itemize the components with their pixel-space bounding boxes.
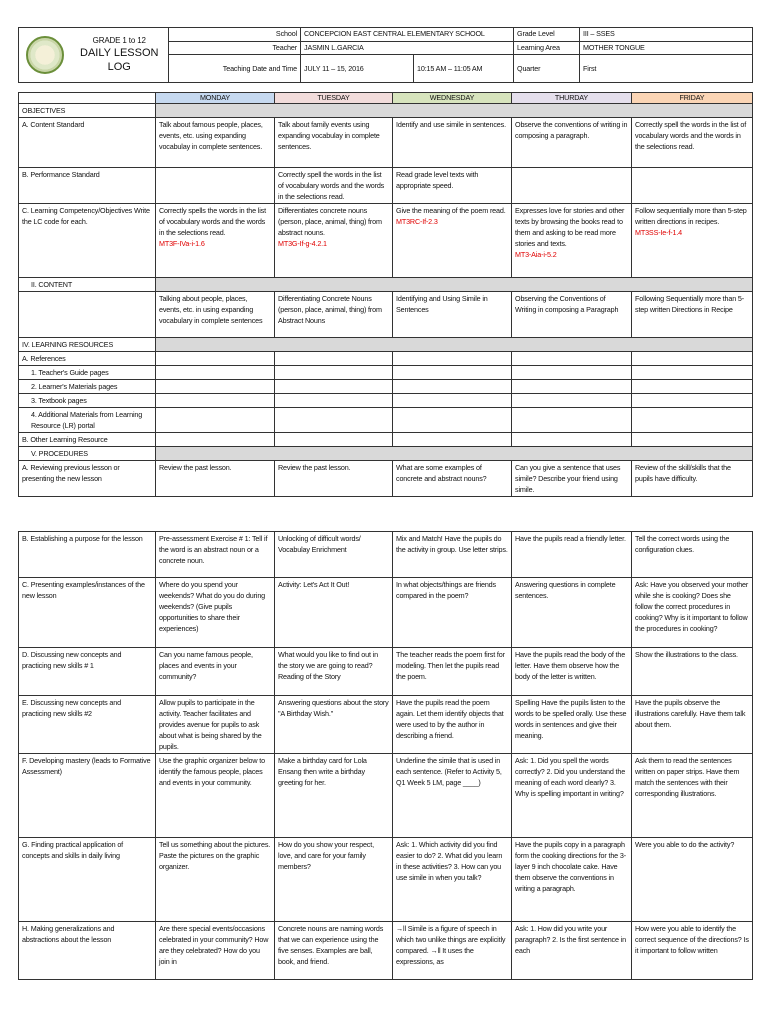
cell-fri: [632, 366, 753, 380]
competency-text: Correctly spells the words in the list of vocabulary words and the words in the selections read.: [159, 206, 266, 237]
cell-thu: Answering questions in complete sentences.: [512, 578, 632, 648]
cell-wed: Have the pupils read the poem again. Let them identify objects that were used to by the author in describing a friend.: [393, 696, 512, 754]
cell-wed: [393, 352, 512, 366]
cell-tue: Correctly spell the words in the list of vocabulary words and the words in the selections read.: [275, 168, 393, 204]
cell-tue: Review the past lesson.: [275, 461, 393, 497]
cell-thu: Observing the Conventions of Writing in composing a Paragraph: [512, 292, 632, 338]
cell-tue: Talk about family events using expanding vocabulay in complete sentences.: [275, 118, 393, 168]
row-label: [19, 292, 156, 338]
section-bar: [156, 278, 753, 292]
cell-wed: Identify and use simile in sentences.: [393, 118, 512, 168]
cell-mon: Use the graphic organizer below to identify the famous people, places and events in your community.: [156, 754, 275, 838]
header-table: [18, 27, 753, 83]
cell-wed: What are some examples of concrete and abstract nouns?: [393, 461, 512, 497]
learning-area-label: Learning Area: [514, 42, 580, 55]
date-time-label: Teaching Date and Time: [169, 55, 301, 83]
cell-thu: Can you give a sentence that uses simile? Describe your friend using simile.: [512, 461, 632, 497]
row-label: C. Presenting examples/instances of the new lesson: [19, 578, 156, 648]
title-block: [71, 28, 169, 83]
cell-mon: Pre-assessment Exercise # 1: Tell if the word is an abstract noun or a concrete noun.: [156, 532, 275, 578]
cell-mon: [156, 352, 275, 366]
title-line-2: LOG: [107, 61, 131, 73]
day-tuesday: TUESDAY: [275, 93, 393, 104]
cell-fri: [632, 394, 753, 408]
cell-thu: Ask: 1. How did you write your paragraph? 2. Is the first sentence in each: [512, 922, 632, 980]
cell-mon: Talk about famous people, places, events, etc. using expanding vocabulay in complete sentences.: [156, 118, 275, 168]
cell-tue: Unlocking of difficult words/ Vocabulay Enrichment: [275, 532, 393, 578]
row-label: A. Content Standard: [19, 118, 156, 168]
quarter-label: Quarter: [514, 55, 580, 83]
cell-fri: Correctly spell the words in the list of vocabulary words and the words in the selections read.: [632, 118, 753, 168]
cell-thu: [512, 408, 632, 433]
cell-mon: Tell us something about the pictures. Paste the pictures on the graphic organizer.: [156, 838, 275, 922]
lc-code: MT3RC-If-2.3: [396, 217, 438, 226]
cell-mon: [156, 408, 275, 433]
cell-mon: [156, 366, 275, 380]
cell-thu: [512, 168, 632, 204]
cell-tue: What would you like to find out in the story we are going to read? Reading of the Story: [275, 648, 393, 696]
lc-code: MT3F-IVa-i-1.6: [159, 239, 205, 248]
title-line-1: DAILY LESSON: [80, 47, 159, 59]
cell-thu: [512, 352, 632, 366]
section-procedures: V. PROCEDURES: [19, 447, 156, 461]
cell-fri: Tell the correct words using the configuration clues.: [632, 532, 753, 578]
deped-logo: [19, 28, 71, 83]
cell-fri: [632, 204, 753, 278]
section-learning-resources: IV. LEARNING RESOURCES: [19, 338, 156, 352]
grade-level-value: III – SSES: [580, 28, 753, 42]
row-label: B. Other Learning Resource: [19, 433, 156, 447]
lc-code: MT3-Aia-i-5.2: [515, 250, 557, 259]
section-objectives: OBJECTIVES: [19, 104, 156, 118]
cell-fri: Were you able to do the activity?: [632, 838, 753, 922]
row-label: B. Establishing a purpose for the lesson: [19, 532, 156, 578]
section-content: II. CONTENT: [19, 278, 156, 292]
row-label: A. Reviewing previous lesson or presenting the new lesson: [19, 461, 156, 497]
row-label: H. Making generalizations and abstractions about the lesson: [19, 922, 156, 980]
cell-wed: [393, 366, 512, 380]
dates-value: JULY 11 – 15, 2016: [301, 55, 414, 83]
cell-wed: [393, 380, 512, 394]
cell-wed: [393, 433, 512, 447]
row-label: E. Discussing new concepts and practicing new skills #2: [19, 696, 156, 754]
cell-thu: [512, 204, 632, 278]
cell-fri: [632, 433, 753, 447]
day-thursday: THURDAY: [512, 93, 632, 104]
cell-tue: Differentiating Concrete Nouns (person, place, animal, thing) from Abstract Nouns: [275, 292, 393, 338]
cell-wed: [393, 408, 512, 433]
cell-tue: [275, 394, 393, 408]
cell-wed: Mix and Match! Have the pupils do the activity in group. Use letter strips.: [393, 532, 512, 578]
school-value: CONCEPCION EAST CENTRAL ELEMENTARY SCHOOL: [301, 28, 514, 42]
row-label: 1. Teacher's Guide pages: [19, 366, 156, 380]
cell-tue: [275, 433, 393, 447]
cell-mon: [156, 380, 275, 394]
teacher-value: JASMIN L.GARCIA: [301, 42, 514, 55]
cell-wed: Ask: 1. Which activity did you find easier to do? 2. What did you learn in these activities? 3. How can you use simile in when you talk?: [393, 838, 512, 922]
lesson-table-page1: [18, 92, 753, 497]
grade-range: GRADE 1 to 12: [92, 36, 146, 45]
cell-wed: Underline the simile that is used in each sentence. (Refer to Activity 5, Q1 Week 5 LM, page ____): [393, 754, 512, 838]
cell-mon: Are there special events/occasions celebrated in your community? How are they celebrated? How do you join in: [156, 922, 275, 980]
cell-fri: Have the pupils observe the illustrations carefully. Have them talk about them.: [632, 696, 753, 754]
cell-tue: [275, 380, 393, 394]
cell-tue: Concrete nouns are naming words that we can experience using the five senses. Examples are ball, book, and friend.: [275, 922, 393, 980]
cell-mon: Talking about people, places, events, etc. in using expanding vocabulary in complete sentences: [156, 292, 275, 338]
cell-wed: The teacher reads the poem first for modeling. Then let the pupils read the poem.: [393, 648, 512, 696]
lc-code: MT3SS-Ie-f-1.4: [635, 228, 683, 237]
cell-thu: Have the pupils read the body of the letter. Have them observe how the body of the letter is written.: [512, 648, 632, 696]
row-label: 2. Learner's Materials pages: [19, 380, 156, 394]
grade-level-label: Grade Level: [514, 28, 580, 42]
lesson-table-page2: [18, 531, 753, 980]
competency-text: Give the meaning of the poem read.: [396, 206, 506, 215]
quarter-value: First: [580, 55, 753, 83]
day-monday: MONDAY: [156, 93, 275, 104]
teacher-label: Teacher: [169, 42, 301, 55]
lc-code: MT3G-If-g-4.2.1: [278, 239, 327, 248]
cell-fri: Ask them to read the sentences written on paper strips. Have them match the sentences with their corresponding illustrations.: [632, 754, 753, 838]
cell-tue: Make a birthday card for Lola Ensang then write a birthday greeting for her.: [275, 754, 393, 838]
cell-thu: Ask: 1. Did you spell the words correctly? 2. Did you understand the meaning of each word clearly? 3. Why is spelling important in writing?: [512, 754, 632, 838]
cell-thu: [512, 394, 632, 408]
row-label: G. Finding practical application of concepts and skills in daily living: [19, 838, 156, 922]
row-label: D. Discussing new concepts and practicing new skills # 1: [19, 648, 156, 696]
cell-fri: How were you able to identify the correct sequence of the directions? Is it important to follow written: [632, 922, 753, 980]
cell-mon: [156, 394, 275, 408]
cell-thu: [512, 366, 632, 380]
cell-mon: Can you name famous people, places and events in your community?: [156, 648, 275, 696]
cell-tue: Activity: Let's Act It Out!: [275, 578, 393, 648]
row-label: C. Learning Competency/Objectives Write the LC code for each.: [19, 204, 156, 278]
cell-wed: Identifying and Using Simile in Sentences: [393, 292, 512, 338]
section-bar: [156, 447, 753, 461]
cell-mon: [156, 433, 275, 447]
cell-mon: [156, 168, 275, 204]
cell-fri: [632, 408, 753, 433]
cell-thu: [512, 380, 632, 394]
section-bar: [156, 104, 753, 118]
cell-tue: Answering questions about the story "A Birthday Wish.": [275, 696, 393, 754]
day-friday: FRIDAY: [632, 93, 753, 104]
competency-text: Expresses love for stories and other texts by browsing the books read to them and asking to be read more stories and texts.: [515, 206, 625, 248]
cell-tue: [275, 352, 393, 366]
learning-area-value: MOTHER TONGUE: [580, 42, 753, 55]
school-label: School: [169, 28, 301, 42]
cell-tue: [275, 408, 393, 433]
cell-wed: In what objects/things are friends compared in the poem?: [393, 578, 512, 648]
cell-thu: Observe the conventions of writing in composing a paragraph.: [512, 118, 632, 168]
cell-fri: [632, 380, 753, 394]
cell-wed: Read grade level texts with appropriate speed.: [393, 168, 512, 204]
row-label: 4. Additional Materials from Learning Resource (LR) portal: [19, 408, 156, 433]
cell-fri: [632, 168, 753, 204]
cell-wed: →ll Simile is a figure of speech in which two unlike things are explicitly compared. →ll It uses the expressions, as: [393, 922, 512, 980]
cell-fri: Following Sequentially more than 5-step written Directions in Recipe: [632, 292, 753, 338]
cell-mon: [156, 204, 275, 278]
cell-fri: Show the illustrations to the class.: [632, 648, 753, 696]
day-wednesday: WEDNESDAY: [393, 93, 512, 104]
cell-fri: Ask: Have you observed your mother while she is cooking? Does she follow the correct procedures in cooking? Why is it important to follow the procedures in cooking?: [632, 578, 753, 648]
cell-tue: [275, 366, 393, 380]
seal-icon: [26, 36, 64, 74]
cell-thu: Have the pupils read a friendly letter.: [512, 532, 632, 578]
competency-text: Differentiates concrete nouns (person, place, animal, thing) from abstract nouns.: [278, 206, 382, 237]
cell-thu: [512, 433, 632, 447]
row-label: F. Developing mastery (leads to Formative Assessment): [19, 754, 156, 838]
cell-tue: [275, 204, 393, 278]
row-label: A. References: [19, 352, 156, 366]
time-value: 10:15 AM – 11:05 AM: [414, 55, 514, 83]
competency-text: Follow sequentially more than 5-step written directions in recipes.: [635, 206, 747, 226]
cell-mon: Where do you spend your weekends? What do you do during weekends? (Give pupils opportunities to share their experiences): [156, 578, 275, 648]
cell-mon: Allow pupils to participate in the activity. Teacher facilitates and provides avenue for pupils to ask about what is being shared by the pupils.: [156, 696, 275, 754]
cell-tue: How do you show your respect, love, and care for your family members?: [275, 838, 393, 922]
cell-wed: [393, 204, 512, 278]
cell-fri: [632, 352, 753, 366]
cell-wed: [393, 394, 512, 408]
cell-thu: Have the pupils copy in a paragraph form the cooking directions for the 3-layer 9 inch chocolate cake. Have them observe the conventions in writing a paragraph.: [512, 838, 632, 922]
cell-fri: Review of the skill/skills that the pupils have difficulty.: [632, 461, 753, 497]
section-bar: [156, 338, 753, 352]
corner-cell: [19, 93, 156, 104]
cell-mon: Review the past lesson.: [156, 461, 275, 497]
row-label: 3. Textbook pages: [19, 394, 156, 408]
row-label: B. Performance Standard: [19, 168, 156, 204]
cell-thu: Spelling Have the pupils listen to the words to be spelled orally. Use these words in sentences and give their meaning.: [512, 696, 632, 754]
